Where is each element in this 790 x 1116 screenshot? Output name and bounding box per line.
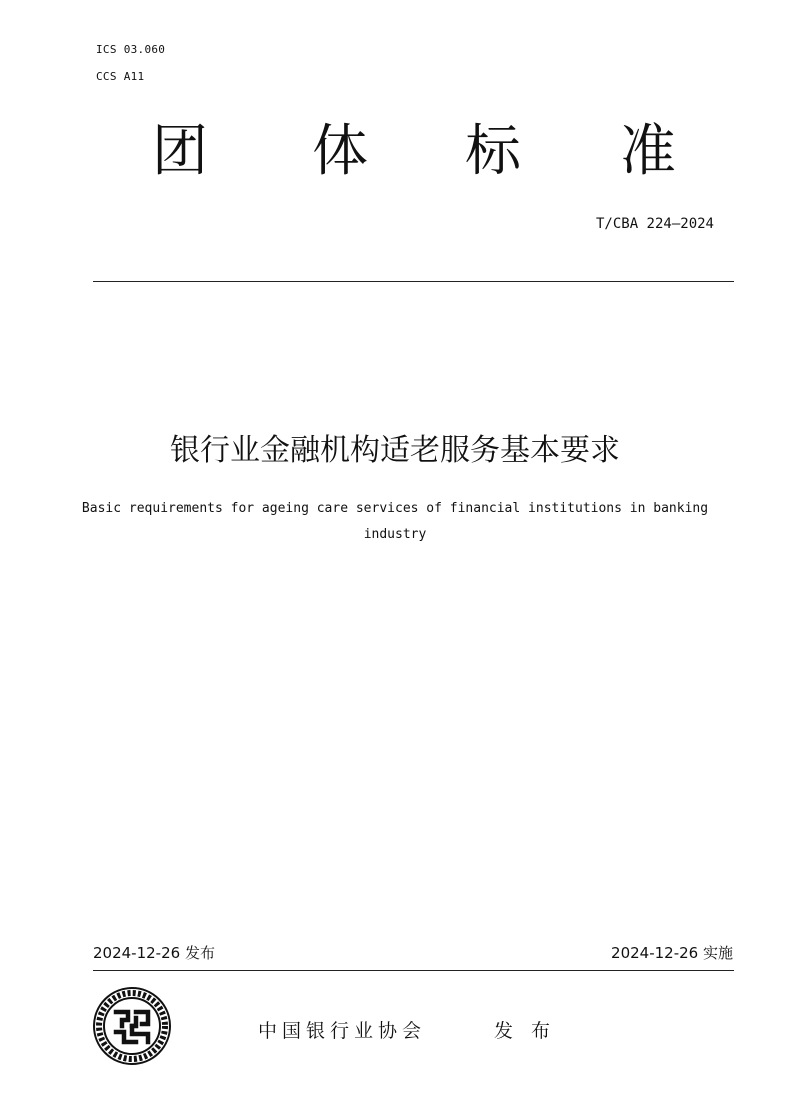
issue-label: 发 布 (494, 1020, 557, 1042)
doc-type-char-2: 体 (312, 119, 368, 184)
ccs-code: CCS A11 (96, 70, 145, 83)
publish-date: 2024-12-26 发布 (93, 944, 215, 962)
china-banking-association-logo-icon (92, 986, 172, 1066)
issuing-organization: 中国银行业协会 (258, 1020, 427, 1042)
ics-code: ICS 03.060 (96, 43, 166, 56)
bottom-divider (93, 970, 734, 971)
doc-type-char-3: 标 (465, 119, 521, 184)
doc-type-char-1: 团 (152, 119, 208, 184)
document-title-english: Basic requirements for ageing care services of financial institutions in banking industry (81, 501, 709, 542)
doc-type-char-4: 准 (620, 119, 676, 184)
implementation-date: 2024-12-26 实施 (611, 944, 733, 962)
top-divider (93, 281, 734, 282)
document-title-chinese: 银行业金融机构适老服务基本要求 (170, 433, 620, 468)
standard-number: T/CBA 224—2024 (595, 216, 714, 232)
